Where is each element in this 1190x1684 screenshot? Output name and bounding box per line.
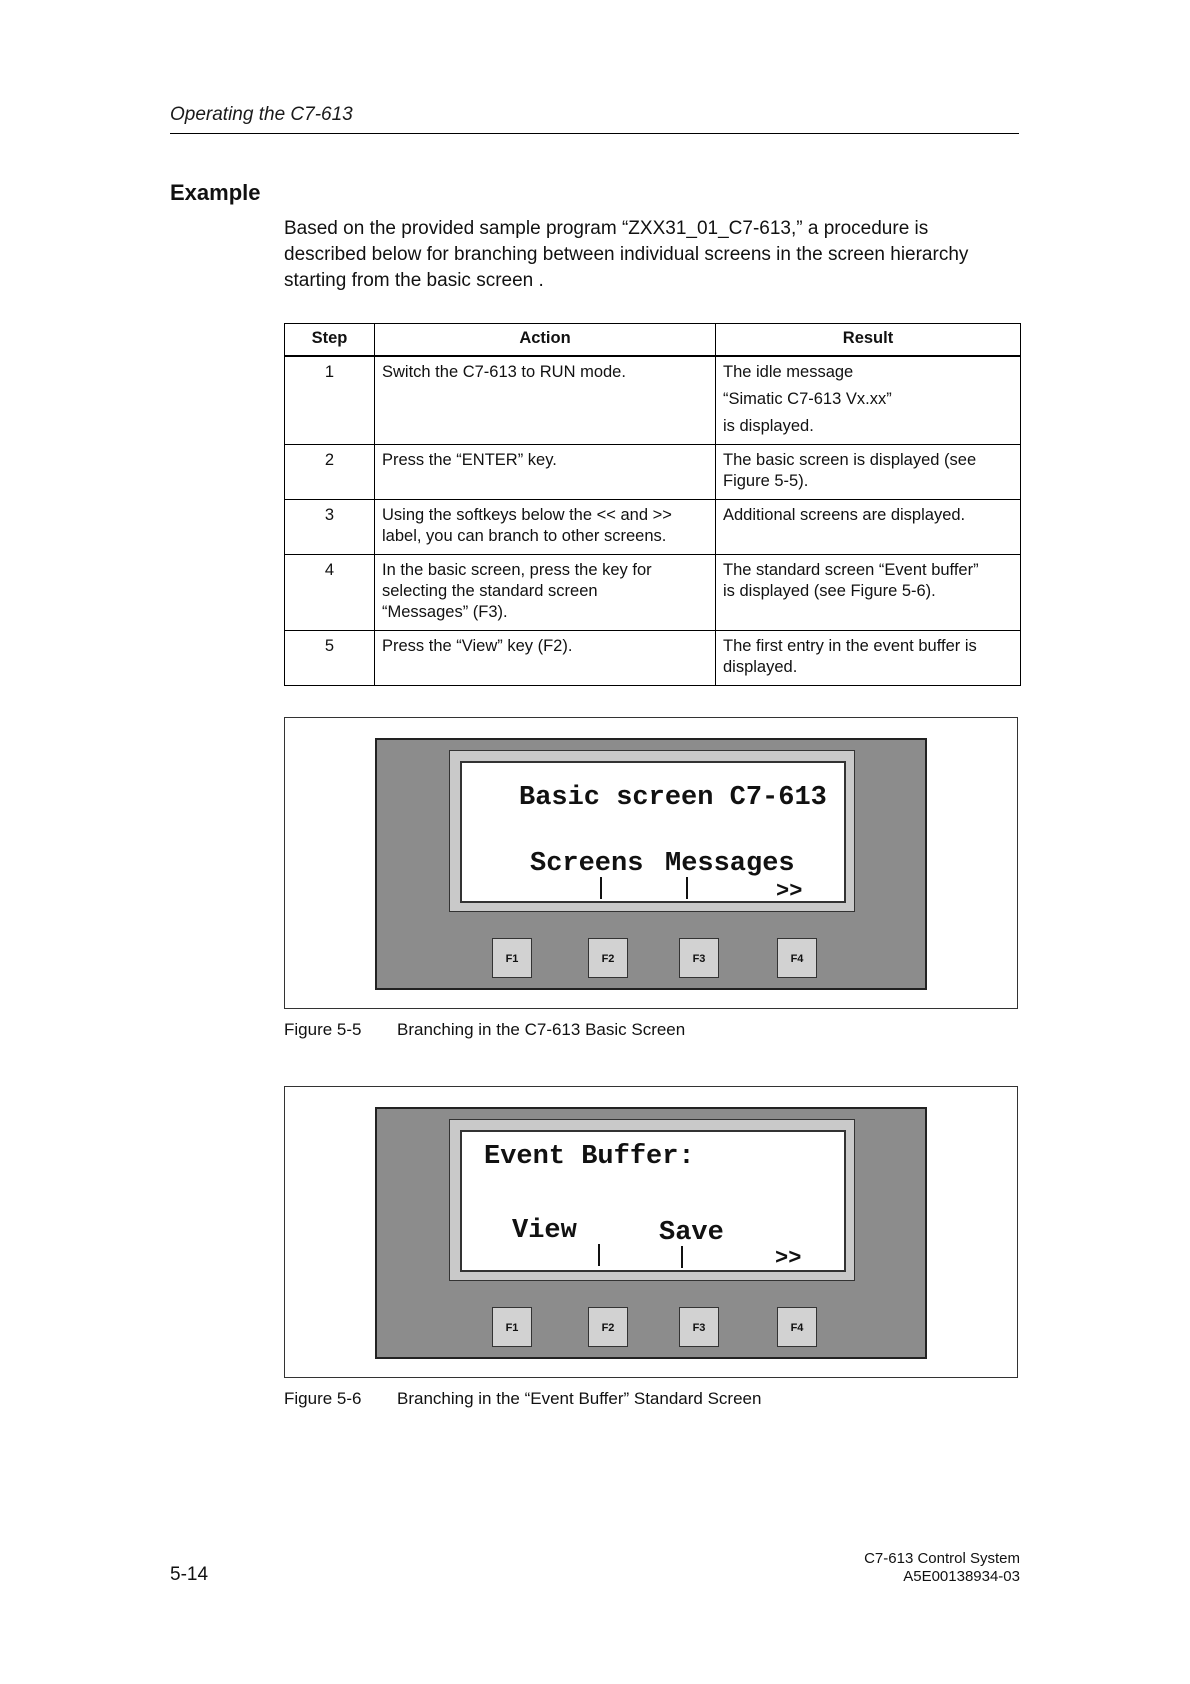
table-row	[285, 555, 1021, 631]
action-line: Press the “ENTER” key.	[382, 451, 557, 469]
figure-number: Figure 5-5	[284, 1020, 362, 1039]
softkey-label-messages: Messages	[665, 849, 795, 879]
result-cell	[716, 445, 1021, 500]
intro-paragraph	[284, 216, 1024, 294]
f2-key: F2	[588, 1307, 628, 1347]
softkey-marker	[598, 1244, 600, 1266]
result-line: is displayed.	[723, 417, 814, 435]
col-header-step: Step	[285, 324, 375, 357]
header-rule	[170, 133, 1019, 134]
action-line: “Messages” (F3).	[382, 603, 508, 621]
figure-title: Branching in the C7-613 Basic Screen	[397, 1020, 686, 1039]
f4-key: F4	[777, 1307, 817, 1347]
action-cell	[375, 631, 716, 686]
operator-panel	[375, 1107, 927, 1359]
next-arrow-icon: >>	[775, 1246, 802, 1271]
action-line: Switch the C7-613 to RUN mode.	[382, 363, 626, 381]
step-number: 4	[285, 555, 375, 631]
action-line: In the basic screen, press the key for	[382, 561, 652, 579]
result-line: The standard screen “Event buffer”	[723, 561, 979, 579]
operator-panel	[375, 738, 927, 990]
softkey-label-view: View	[512, 1216, 577, 1246]
action-line: Using the softkeys below the << and >>	[382, 506, 672, 524]
section-heading: Example	[170, 180, 261, 205]
col-header-result: Result	[716, 324, 1021, 357]
procedure-table	[284, 323, 1021, 686]
table-row	[285, 500, 1021, 555]
page-number: 5-14	[170, 1564, 209, 1585]
f3-key: F3	[679, 938, 719, 978]
display-bezel	[449, 750, 855, 912]
result-cell	[716, 555, 1021, 631]
result-line: Additional screens are displayed.	[723, 506, 966, 524]
next-arrow-icon: >>	[776, 879, 803, 904]
result-line: The basic screen is displayed (see	[723, 451, 977, 469]
running-header: Operating the C7-613	[170, 104, 353, 125]
f2-key: F2	[588, 938, 628, 978]
softkey-marker	[600, 877, 602, 899]
intro-line: Based on the provided sample program “ZXX31_01_C7-613,” a procedure is	[284, 218, 929, 239]
f1-key: F1	[492, 1307, 532, 1347]
f1-key: F1	[492, 938, 532, 978]
lcd-display	[460, 1130, 846, 1272]
f3-key: F3	[679, 1307, 719, 1347]
display-bezel	[449, 1119, 855, 1281]
action-line: Press the “View” key (F2).	[382, 637, 573, 655]
table-row	[285, 631, 1021, 686]
figure-basic-screen	[284, 717, 1018, 1009]
action-cell	[375, 445, 716, 500]
action-cell	[375, 356, 716, 445]
figure-event-buffer	[284, 1086, 1018, 1378]
step-number: 3	[285, 500, 375, 555]
softkey-marker	[686, 877, 688, 899]
step-number: 2	[285, 445, 375, 500]
action-line: selecting the standard screen	[382, 582, 598, 600]
table-header-row	[285, 324, 1021, 357]
table-row	[285, 445, 1021, 500]
result-cell	[716, 500, 1021, 555]
step-number: 5	[285, 631, 375, 686]
figure-title: Branching in the “Event Buffer” Standard Screen	[397, 1389, 762, 1408]
result-line: The idle message	[723, 363, 854, 381]
table-row	[285, 356, 1021, 445]
footer-product: C7-613 Control System	[864, 1550, 1020, 1567]
f4-key: F4	[777, 938, 817, 978]
result-line: is displayed (see Figure 5-6).	[723, 582, 936, 600]
col-header-action: Action	[375, 324, 716, 357]
lcd-display	[460, 761, 846, 903]
result-line: “Simatic C7-613 Vx.xx”	[723, 390, 892, 408]
result-cell	[716, 356, 1021, 445]
result-line: The first entry in the event buffer is	[723, 637, 977, 655]
intro-line: described below for branching between individual screens in the screen hierarchy	[284, 244, 969, 265]
footer-doc-id: A5E00138934-03	[903, 1568, 1020, 1585]
step-number: 1	[285, 356, 375, 445]
softkey-label-save: Save	[659, 1218, 724, 1248]
result-line: Figure 5-5).	[723, 472, 809, 490]
action-cell	[375, 555, 716, 631]
lcd-title: Event Buffer:	[484, 1142, 695, 1172]
action-line: label, you can branch to other screens.	[382, 527, 667, 545]
result-cell	[716, 631, 1021, 686]
figure-number: Figure 5-6	[284, 1389, 362, 1408]
lcd-title: Basic screen C7-613	[519, 783, 827, 813]
softkey-marker	[681, 1246, 683, 1268]
action-cell	[375, 500, 716, 555]
intro-line: starting from the basic screen .	[284, 270, 544, 291]
softkey-label-screens: Screens	[530, 849, 644, 879]
footer-doc-info	[864, 1550, 1020, 1586]
result-line: displayed.	[723, 658, 798, 676]
